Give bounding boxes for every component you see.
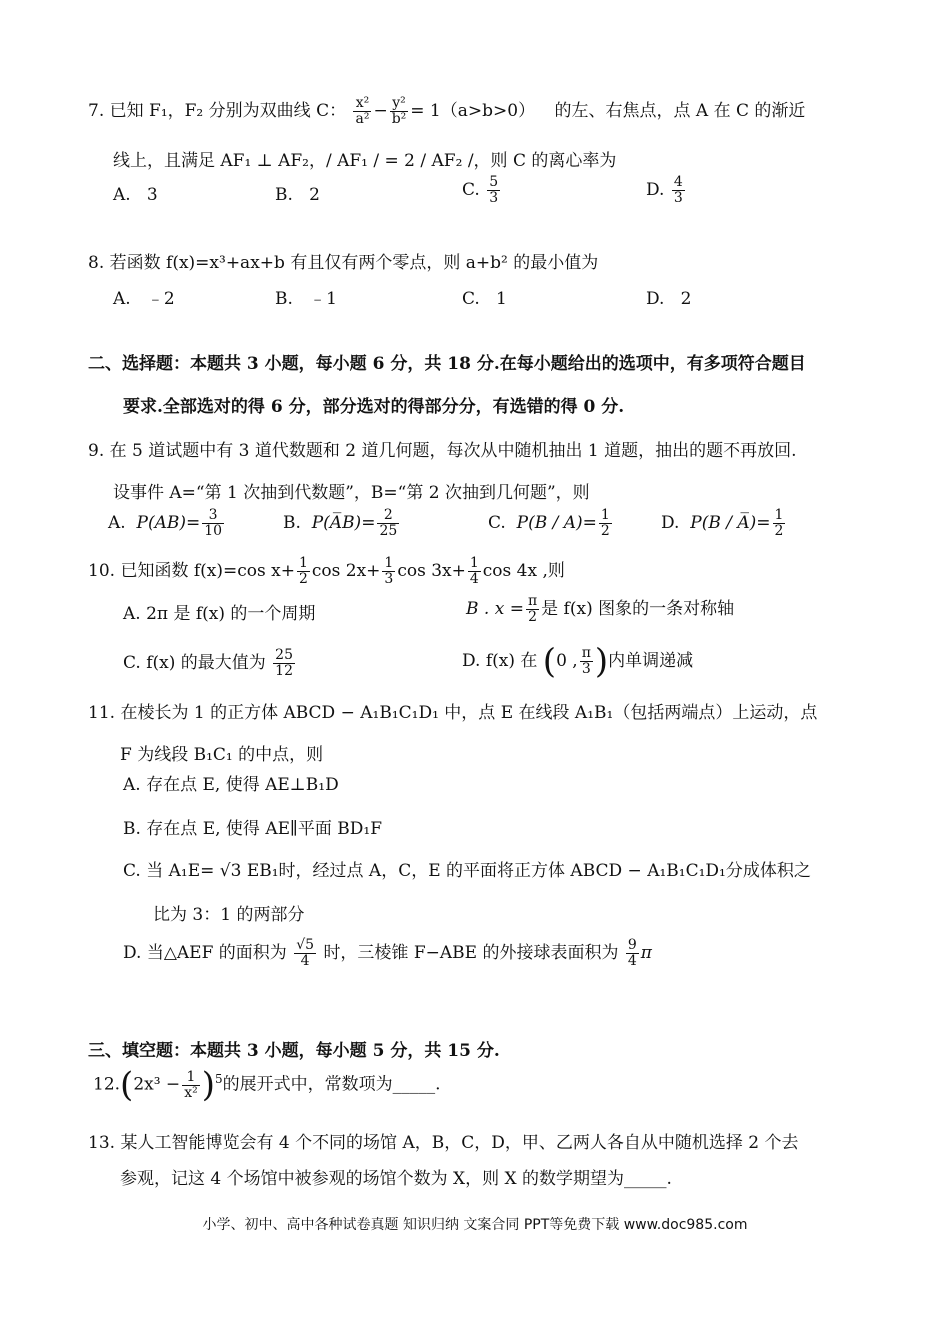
frac-num: 1 <box>469 555 479 571</box>
q9-option-d <box>661 508 787 539</box>
frac-num: 1 <box>298 555 308 571</box>
q7-eq: = 1（a>b>0） <box>410 101 536 121</box>
frac-num: 9 <box>627 937 637 953</box>
q7-option-d-frac <box>672 175 685 206</box>
frac-num: 1 <box>182 1070 200 1086</box>
q10-option-c-frac <box>273 648 295 679</box>
q9-option-b-frac <box>377 508 399 539</box>
q10-option-c <box>123 648 297 679</box>
q10-term-1: cos 2x+ <box>311 561 381 581</box>
frac-den: 10 <box>204 523 223 539</box>
q12-exponent: 5 <box>214 1072 223 1086</box>
option-label: A. <box>113 289 131 309</box>
option-label: C. <box>488 513 506 533</box>
q9-option-a-frac <box>202 508 224 539</box>
frac-num: 2 <box>377 508 399 524</box>
q10-option-d: D. f(x) 在 (0 , $\frac{\pi}{3}$ )内单调递减 <box>462 641 694 682</box>
frac-den: 3 <box>581 661 591 677</box>
q11-option-d-frac1 <box>294 938 316 969</box>
q11-option-a: A. 存在点 E, 使得 AE⊥B₁D <box>123 775 339 795</box>
q11-option-d <box>123 938 652 969</box>
q8-line: 8. 若函数 f(x)=x³+ax+b 有且仅有两个零点，则 a+b² 的最小值为 <box>88 253 599 273</box>
q11-option-c-line1: C. 当 A₁E= √3 EB₁时，经过点 A，C，E 的平面将正方体 ABCD − A₁B₁C₁D₁分成体积之 <box>123 861 811 881</box>
q12-expr: 2x³ − <box>133 1074 181 1095</box>
option-expr: B . x = <box>466 599 524 619</box>
option-expr: P(A̅B)= <box>311 513 376 533</box>
frac-den: 4 <box>300 953 310 969</box>
option-label: D. <box>661 513 680 533</box>
frac-den: 4 <box>469 571 479 587</box>
q12-frac <box>182 1070 200 1101</box>
frac-den: 2 <box>298 571 308 587</box>
option-text: 是 f(x) 图象的一条对称轴 <box>541 599 735 619</box>
q11-line1: 11. 在棱长为 1 的正方体 ABCD − A₁B₁C₁D₁ 中，点 E 在线段 A₁B₁（包括两端点）上运动，点 <box>88 703 818 723</box>
frac-den: 2 <box>774 523 784 539</box>
option-text: 时，三棱锥 F−ABE 的外接球表面积为 <box>323 943 619 963</box>
frac-num: 1 <box>600 507 610 523</box>
option-expr: P(B / A̅)= <box>690 513 771 533</box>
q7-frac-y <box>390 96 409 127</box>
q9-option-d-frac <box>773 508 786 539</box>
q12-number: 12. <box>93 1074 121 1095</box>
option-value: 2 <box>309 185 320 205</box>
option-label: C. <box>462 180 480 200</box>
q13-line1: 13. 某人工智能博览会有 4 个不同的场馆 A，B，C，D，甲、乙两人各自从中随机选择 2 个去 <box>88 1133 799 1153</box>
q7-frac-x <box>353 96 371 127</box>
q7-option-d <box>646 175 687 206</box>
q10-term-2: cos 3x+ <box>397 561 466 581</box>
q10-option-a: A. 2π 是 f(x) 的一个周期 <box>123 604 316 624</box>
q7-option-c <box>462 175 502 206</box>
frac-den: 25 <box>379 523 398 539</box>
q11-option-b: B. 存在点 E, 使得 AE∥平面 BD₁F <box>123 819 383 839</box>
q11-line2: F 为线段 B₁C₁ 的中点，则 <box>120 745 324 765</box>
option-text: D. 当△AEF 的面积为 <box>123 943 287 963</box>
q10-term-3: cos 4x ,则 <box>482 561 565 581</box>
q7-frac-y-den: b² <box>391 111 407 127</box>
frac-den: 12 <box>275 663 293 679</box>
option-label: C. <box>462 289 480 309</box>
frac-num: 1 <box>384 555 394 571</box>
frac-den: 3 <box>384 571 394 587</box>
q7-text-pre: 7. 已知 F₁，F₂ 分别为双曲线 <box>88 101 317 121</box>
q7-option-c-frac <box>487 175 500 206</box>
q9-option-b <box>283 508 401 539</box>
option-value: ﹣1 <box>309 289 337 309</box>
page-footer: 小学、初中、高中各种试卷真题 知识归纳 文案合同 PPT等免费下载 www.doc985.com <box>202 1217 748 1233</box>
q7-frac-x-num: x² <box>353 96 371 112</box>
frac-num: 5 <box>489 174 499 190</box>
q8-option-a <box>113 288 175 310</box>
q8-option-c <box>462 288 507 310</box>
option-text: C. f(x) 的最大值为 <box>123 653 266 673</box>
q10-frac-2 <box>382 556 395 587</box>
q12-text: 的展开式中，常数项为_____. <box>222 1074 441 1095</box>
frac-den: 3 <box>489 190 499 206</box>
q9-option-c-frac <box>599 508 612 539</box>
q9-option-c <box>488 508 614 539</box>
option-expr: P(AB)= <box>136 513 201 533</box>
q7-frac-x-den: a² <box>355 111 370 127</box>
option-text: D. f(x) 在 <box>462 651 538 671</box>
q10-line <box>88 556 565 587</box>
frac-num: π <box>581 645 591 661</box>
q13-line2: 参观，记这 4 个场馆中被参观的场馆个数为 X，则 X 的数学期望为_____. <box>120 1169 672 1189</box>
q7-text-post: 的左、右焦点，点 A 在 C 的渐近 <box>554 101 806 121</box>
option-label: A. <box>108 513 126 533</box>
q7-frac-y-num: y² <box>390 96 409 112</box>
q7-minus: − <box>373 101 388 121</box>
frac-den: 2 <box>528 609 538 625</box>
frac-den: 4 <box>627 953 637 969</box>
option-label: A. <box>113 185 131 205</box>
q10-option-b-frac <box>526 594 539 625</box>
frac-num: 1 <box>774 507 784 523</box>
option-expr: P(B / A)= <box>516 513 597 533</box>
q9-option-a <box>108 508 226 539</box>
q7-line2: 线上，且满足 AF₁ ⊥ AF₂，/ AF₁ / = 2 / AF₂ /，则 C 的离心率为 <box>113 151 617 171</box>
section2-heading-line1: 二、选择题：本题共 3 小题，每小题 6 分，共 18 分.在每小题给出的选项中，有多项符合题目 <box>88 354 806 374</box>
q10-frac-1 <box>297 556 310 587</box>
option-value: 3 <box>146 185 158 205</box>
frac-den: 3 <box>673 190 683 206</box>
option-text: 内单调递减 <box>608 651 694 671</box>
q10-option-d-frac <box>580 646 593 677</box>
option-value: 1 <box>496 289 507 309</box>
option-label: D. <box>646 289 665 309</box>
frac-num: 4 <box>673 174 683 190</box>
frac-num: 3 <box>202 508 224 524</box>
frac-num: √5 <box>296 937 315 953</box>
q11-option-c-line2: 比为 3：1 的两部分 <box>153 905 305 925</box>
option-label: B. <box>275 185 293 205</box>
interval-start: 0 , <box>556 651 578 671</box>
frac-den: 2 <box>600 523 610 539</box>
q12-line: 12.(2x³ − $\frac{1}{\text{x²}}$ )$^5$的展开式中，常数项为_____. <box>93 1065 441 1106</box>
q8-option-b <box>275 288 337 310</box>
option-label: B. <box>283 513 301 533</box>
option-value: 2 <box>680 289 692 309</box>
frac-den: x² <box>184 1084 198 1101</box>
option-label: D. <box>646 180 665 200</box>
section2-heading-line2: 要求.全部选对的得 6 分，部分选对的得部分分，有选错的得 0 分. <box>123 397 625 417</box>
frac-num: 25 <box>275 647 293 663</box>
q9-line1: 9. 在 5 道试题中有 3 道代数题和 2 道几何题，每次从中随机抽出 1 道题，抽出的题不再放回. <box>88 441 797 461</box>
option-text: π <box>640 943 652 963</box>
q10-option-b <box>466 594 734 625</box>
section3-heading: 三、填空题：本题共 3 小题，每小题 5 分，共 15 分. <box>88 1041 500 1061</box>
q9-line2: 设事件 A=“第 1 次抽到代数题”，B=“第 2 次抽到几何题”，则 <box>113 483 590 503</box>
q7-curve-name: C： <box>316 101 347 121</box>
q11-option-d-frac2 <box>626 938 639 969</box>
frac-num: π <box>527 593 538 609</box>
q7-line1 <box>88 96 805 127</box>
q10-text-pre: 10. 已知函数 f(x)=cos x+ <box>88 561 295 581</box>
q8-option-d <box>646 288 691 310</box>
q7-option-a <box>113 184 158 206</box>
option-label: B. <box>275 289 293 309</box>
q10-frac-3 <box>468 556 481 587</box>
q7-option-b <box>275 184 320 206</box>
option-value: ﹣2 <box>146 289 175 309</box>
